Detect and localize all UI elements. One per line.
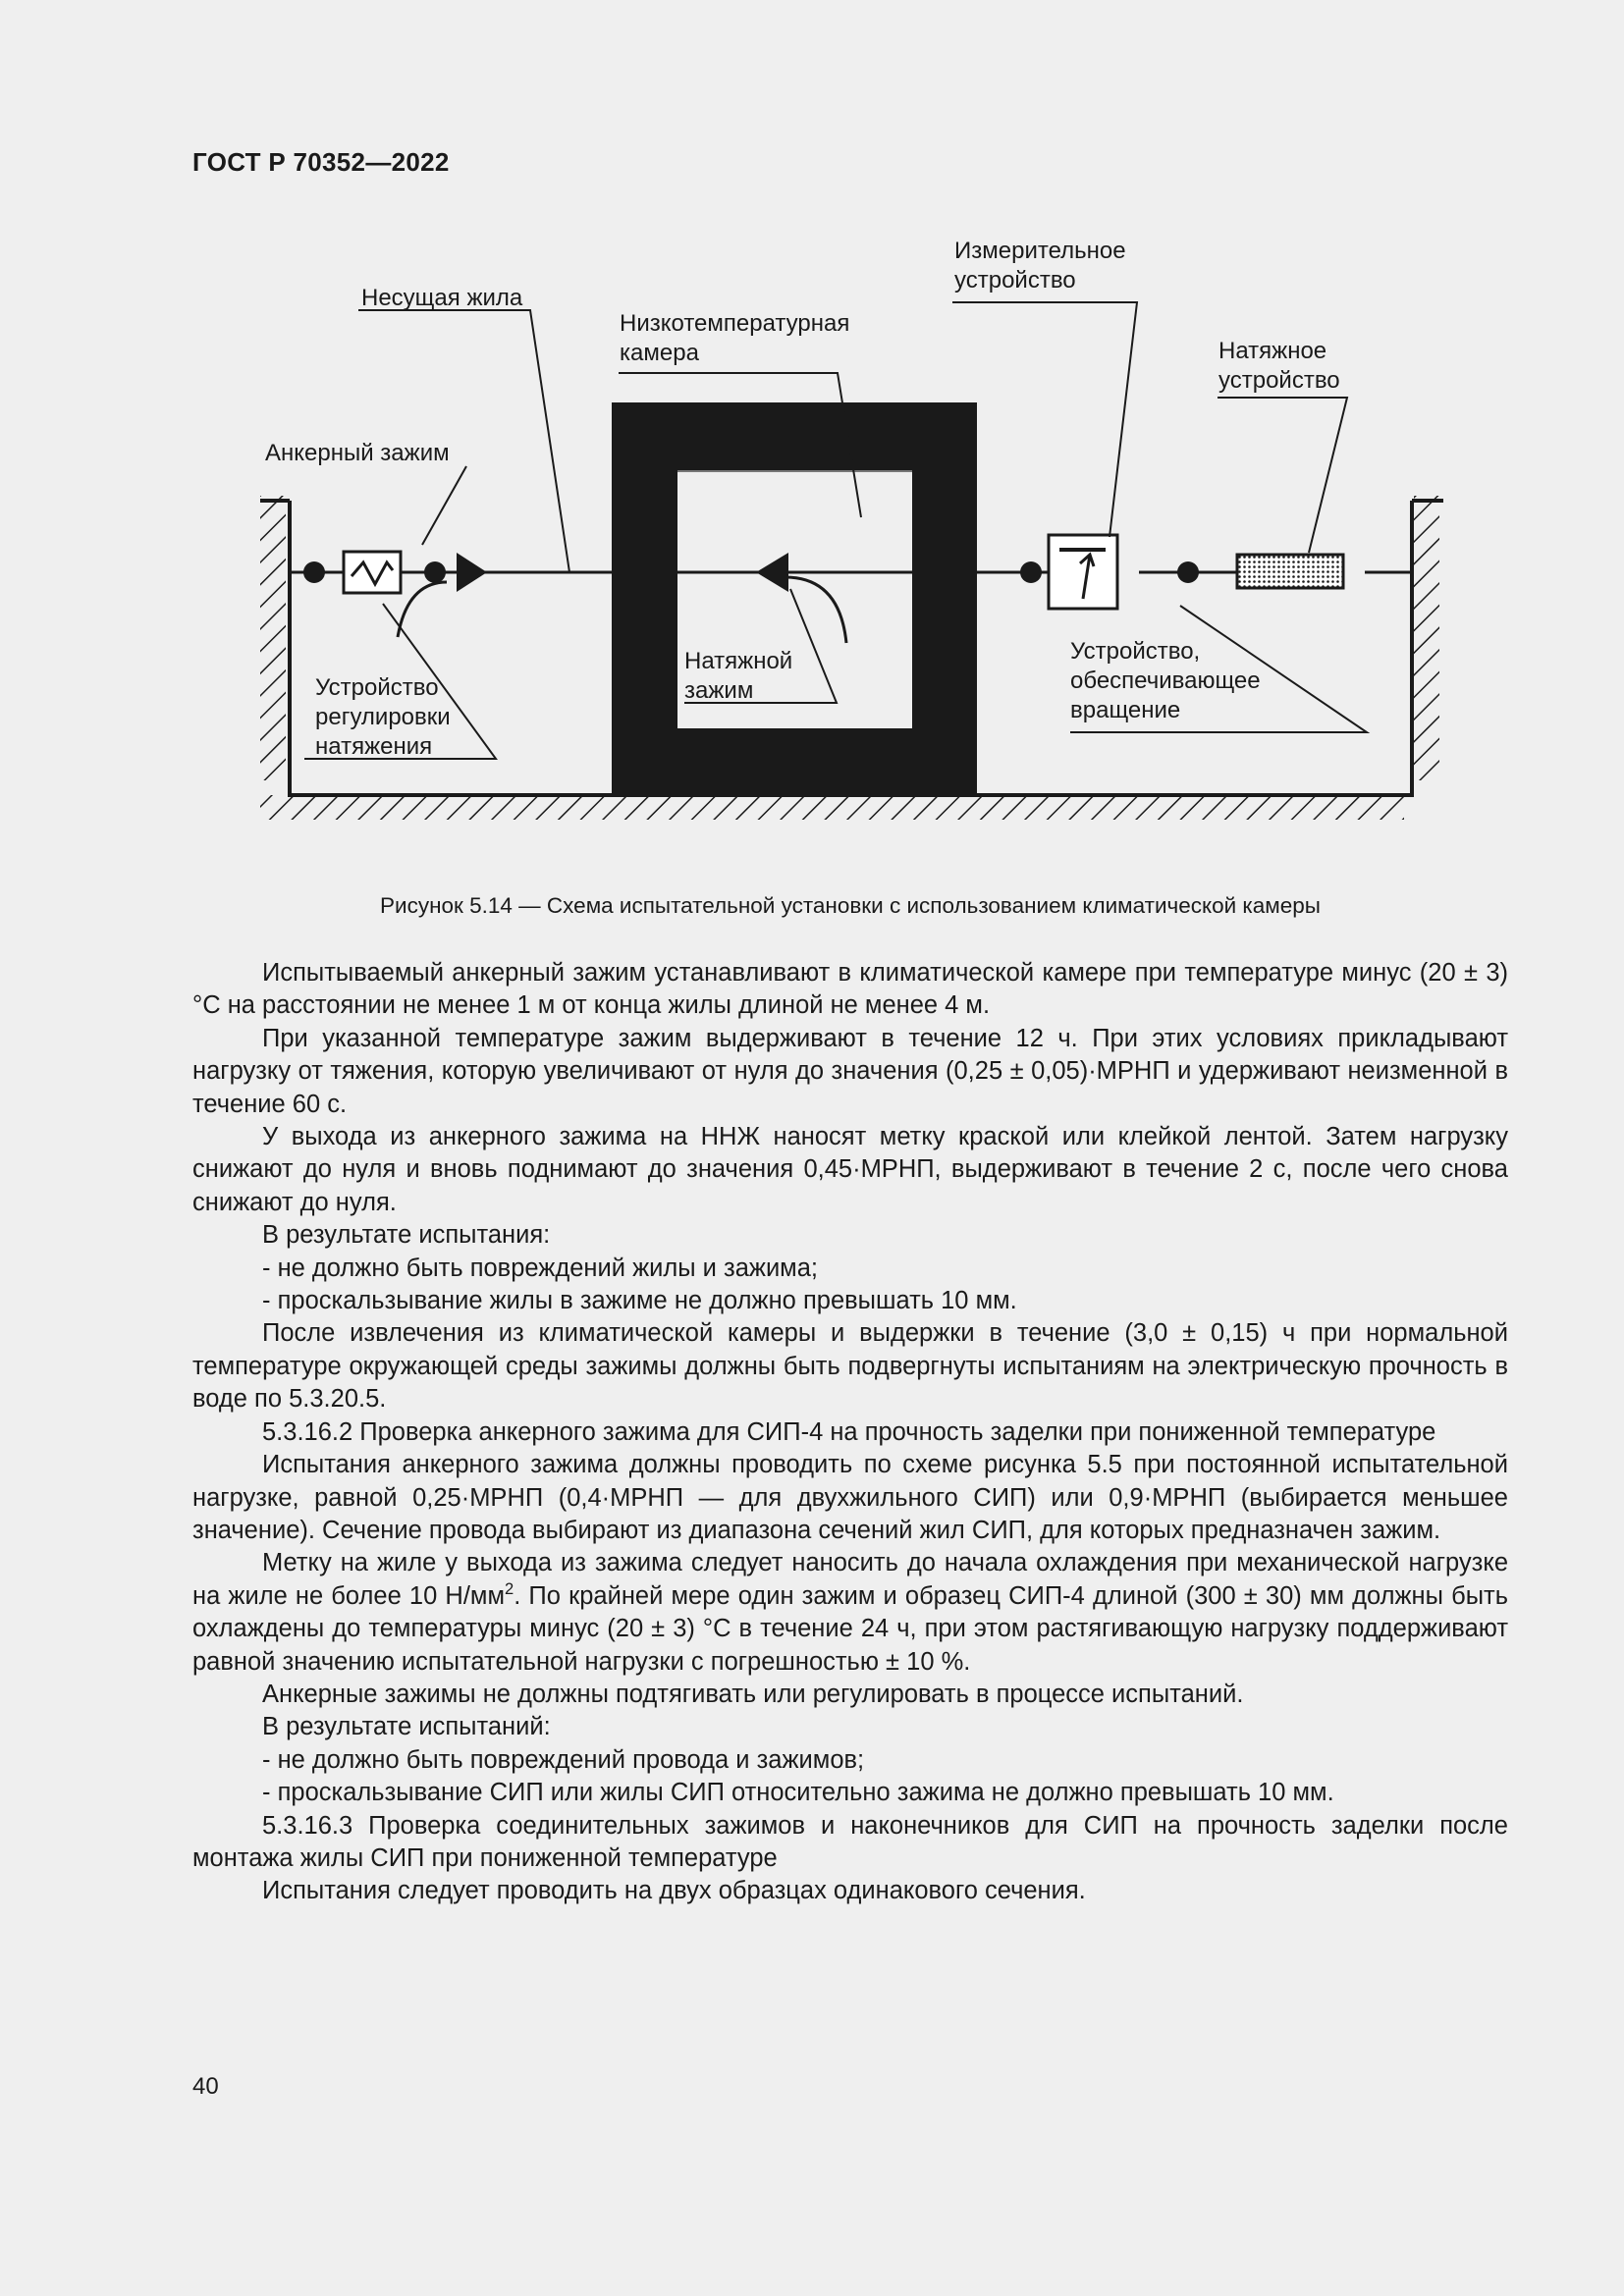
- list-item: - не должно быть повреждений провода и зажимов;: [262, 1745, 865, 1774]
- joint-dot: [303, 561, 325, 583]
- label-tension-adjuster: натяжения: [315, 733, 433, 760]
- list-item: - проскальзывание жилы в зажиме не должно превышать 10 мм.: [262, 1287, 1017, 1315]
- label-meter: устройство: [954, 267, 1076, 294]
- paragraph: Испытания следует проводить на двух образцах одинакового сечения.: [262, 1877, 1086, 1905]
- label-meter: Измерительное: [954, 238, 1126, 264]
- label-tension-adjuster: Устройство: [315, 674, 439, 701]
- paragraph: Анкерные зажимы не должны подтягивать или регулировать в процессе испытаний.: [262, 1680, 1244, 1708]
- document-header: ГОСТ Р 70352—2022: [192, 147, 450, 177]
- paragraph: После извлечения из климатической камеры и выдержки в течение (3,0 ± 0,15) ч при нормальной температуре окружающей среды зажимы должны быть подвергнуты испытаниям на электрическую прочность в воде по 5.3.20.5.: [192, 1319, 1508, 1414]
- section-heading: 5.3.16.3 Проверка соединительных зажимов и наконечников для СИП на прочность заделки после монтажа жилы СИП при пониженной температуре: [192, 1811, 1508, 1872]
- paragraph: [192, 1547, 1508, 1679]
- label-chamber: Низкотемпературная: [620, 310, 850, 337]
- joint-dot: [1177, 561, 1199, 583]
- figure-caption: Рисунок 5.14 — Схема испытательной установки с использованием климатической камеры: [380, 893, 1321, 918]
- section-heading: 5.3.16.2 Проверка анкерного зажима для СИП-4 на прочность заделки при пониженной температуре: [262, 1417, 1436, 1446]
- label-rotation-device: обеспечивающее: [1070, 667, 1261, 694]
- label-tension-device: Натяжное: [1218, 338, 1327, 364]
- paragraph: Испытания анкерного зажима должны проводить по схеме рисунка 5.5 при постоянной испытательной нагрузке, равной 0,25·МРНП (0,4·МРНП — для двухжильного СИП) или 0,9·МРНП (выбирается меньшее значение). Сечение провода выбирают из диапазона сечений жил СИП, для которых предназначен зажим.: [192, 1451, 1508, 1544]
- page-number: 40: [192, 2073, 219, 2100]
- paragraph: В результате испытания:: [262, 1221, 551, 1250]
- tension-adjuster: [344, 552, 401, 593]
- paragraph: При указанной температуре зажим выдерживают в течение 12 ч. При этих условиях прикладывают нагрузку от тяжения, которую увеличивают от нуля до значения (0,25 ± 0,05)·МРНП и удерживают неизменной в течение 60 с.: [192, 1024, 1508, 1118]
- tension-device: [1237, 555, 1343, 588]
- text-run: . По крайней мере один зажим и образец СИП-4 длиной (300 ± 30) мм должны быть охлаждены до температуры минус (20 ± 3) °С в течение 24 ч, при этом растягивающую нагрузку поддерживают равной значению испытательной нагрузки с погрешностью ± 10 %.: [192, 1581, 1508, 1676]
- label-chamber: камера: [620, 340, 699, 366]
- superscript: 2: [504, 1578, 514, 1598]
- tension-clamp-arrow: [756, 553, 788, 592]
- label-tension-device: устройство: [1218, 367, 1340, 394]
- anchor-clamp-arrow: [457, 553, 487, 592]
- joint-dot: [424, 561, 446, 583]
- label-tension-clamp: Натяжной: [684, 648, 793, 674]
- label-tension-clamp: зажим: [684, 677, 754, 704]
- clamp-rotation-arc: [784, 577, 846, 643]
- body-text: [192, 957, 1508, 1908]
- paragraph: В результате испытаний:: [262, 1713, 551, 1741]
- meter-device: [1049, 535, 1117, 609]
- paragraph: Испытываемый анкерный зажим устанавливают в климатической камере при температуре минус (20 ± 3) °С на расстоянии не менее 1 м от конца жилы длиной не менее 4 м.: [192, 959, 1508, 1020]
- label-tension-adjuster: регулировки: [315, 704, 451, 730]
- joint-dot: [1020, 561, 1042, 583]
- test-setup-figure: [245, 221, 1463, 849]
- label-rotation-device: вращение: [1070, 697, 1181, 723]
- list-item: - проскальзывание СИП или жилы СИП относительно зажима не должно превышать 10 мм.: [262, 1779, 1334, 1807]
- label-anchor-clamp: Анкерный зажим: [265, 440, 450, 466]
- paragraph: У выхода из анкерного зажима на ННЖ наносят метку краской или клейкой лентой. Затем нагрузку снижают до нуля и вновь поднимают до значения 0,45·МРНП, выдерживают в течение 2 с, после чего снова снижают до нуля.: [192, 1123, 1508, 1216]
- list-item: - не должно быть повреждений жилы и зажима;: [262, 1254, 818, 1282]
- label-carrier-core: Несущая жила: [361, 285, 523, 311]
- adjuster-rotation-arc: [398, 582, 447, 637]
- label-rotation-device: Устройство,: [1070, 638, 1201, 665]
- text-run: Метку на жиле у выхода из зажима следует наносить до начала охлаждения при механической нагрузке на жиле не более 10 Н/мм: [192, 1549, 1508, 1610]
